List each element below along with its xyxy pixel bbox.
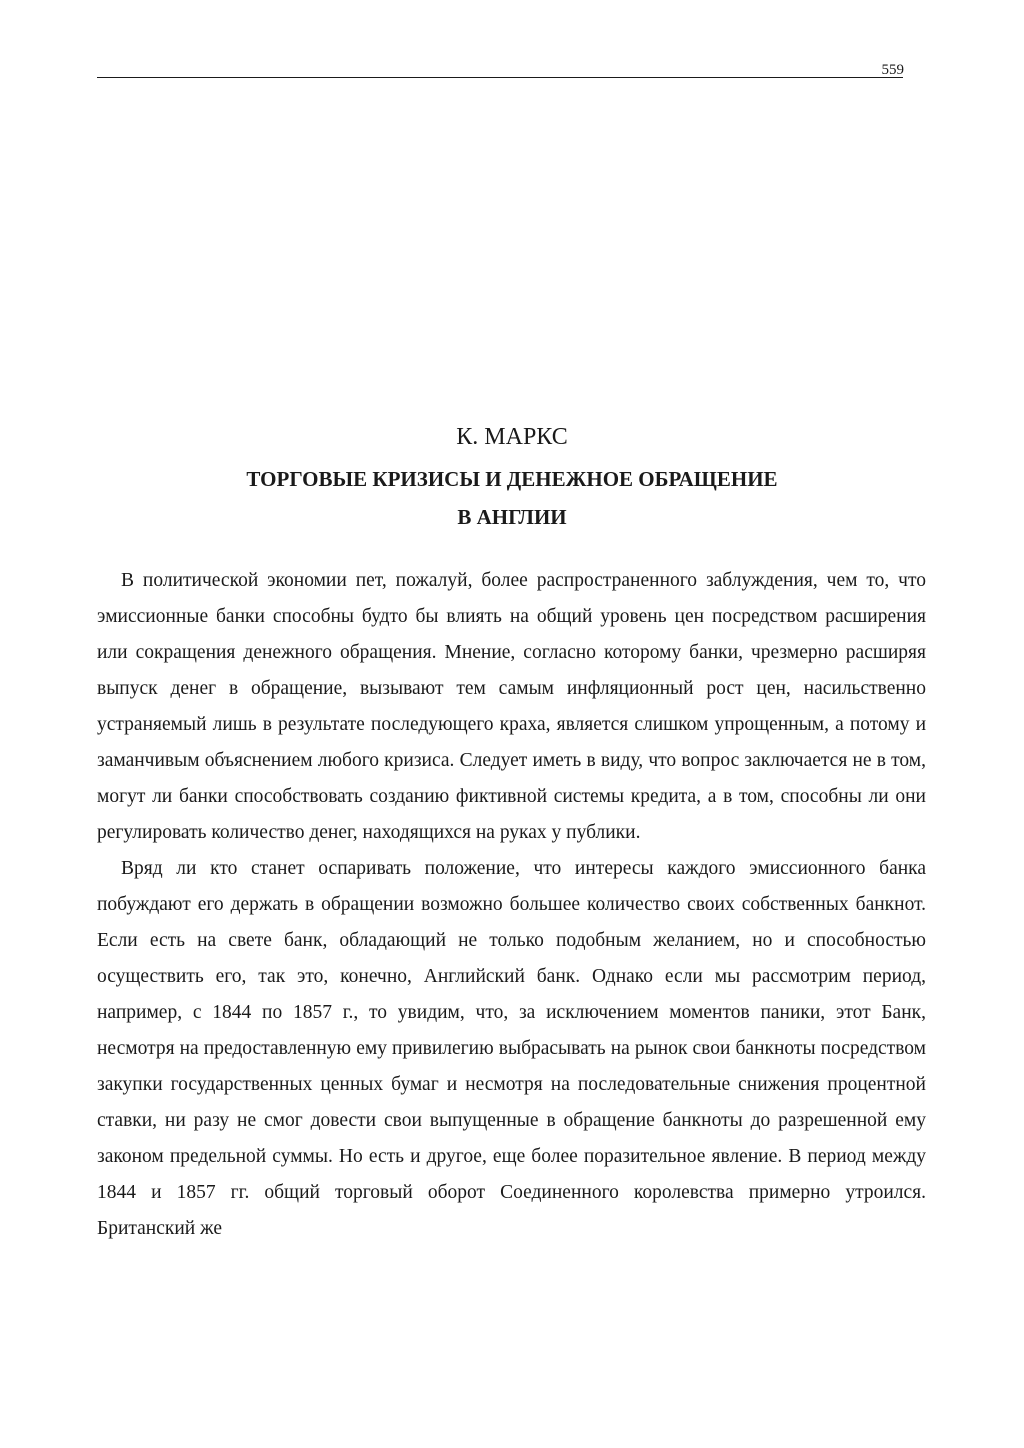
article-body	[97, 563, 926, 1247]
article-title-line-1: ТОРГОВЫЕ КРИЗИСЫ И ДЕНЕЖНОЕ ОБРАЩЕНИЕ	[246, 467, 778, 491]
article-title	[110, 460, 914, 536]
paragraph-2: Вряд ли кто станет оспаривать положение, что интересы каждого эмиссионного банка побуждают его держать в обращении возможно большее количество своих собственных банкнот. Если есть на свете банк, обладающий не только подобным желанием, но и способностью осуществить его, так это, конечно, Английский банк. Однако если мы рассмотрим период, например, с 1844 по 1857 г., то увидим, что, за исключением моментов паники, этот Банк, несмотря на предоставленную ему привилегию выбрасывать на рынок свои банкноты посредством закупки государственных ценных бумаг и несмотря на последовательные снижения процентной ставки, ни разу не смог довести свои выпущенные в обращение банкноты до разрешенной ему законом предельной суммы. Но есть и другое, еще более поразительное явление. В период между 1844 и 1857 гг. общий торговый оборот Соединенного королевства примерно утроился. Британский же	[97, 858, 926, 1239]
article-author: К. МАРКС	[456, 424, 568, 450]
page-number: 559	[881, 62, 904, 78]
article-title-line-2: В АНГЛИИ	[457, 505, 567, 529]
header-rule	[97, 77, 903, 78]
paragraph-1: В политической экономии пет, пожалуй, более распространенного заблуждения, чем то, что эмиссионные банки способны будто бы влиять на общий уровень цен посредством расширения или сокращения денежного обращения. Мнение, согласно которому банки, чрезмерно расширяя выпуск денег в обращение, вызывают тем самым инфляционный рост цен, насильственно устраняемый лишь в результате последующего краха, является слишком упрощенным, а потому и заманчивым объяснением любого кризиса. Следует иметь в виду, что вопрос заключается не в том, могут ли банки способствовать созданию фиктивной системы кредита, а в том, способны ли они регулировать количество денег, находящихся на руках у публики.	[97, 570, 926, 843]
